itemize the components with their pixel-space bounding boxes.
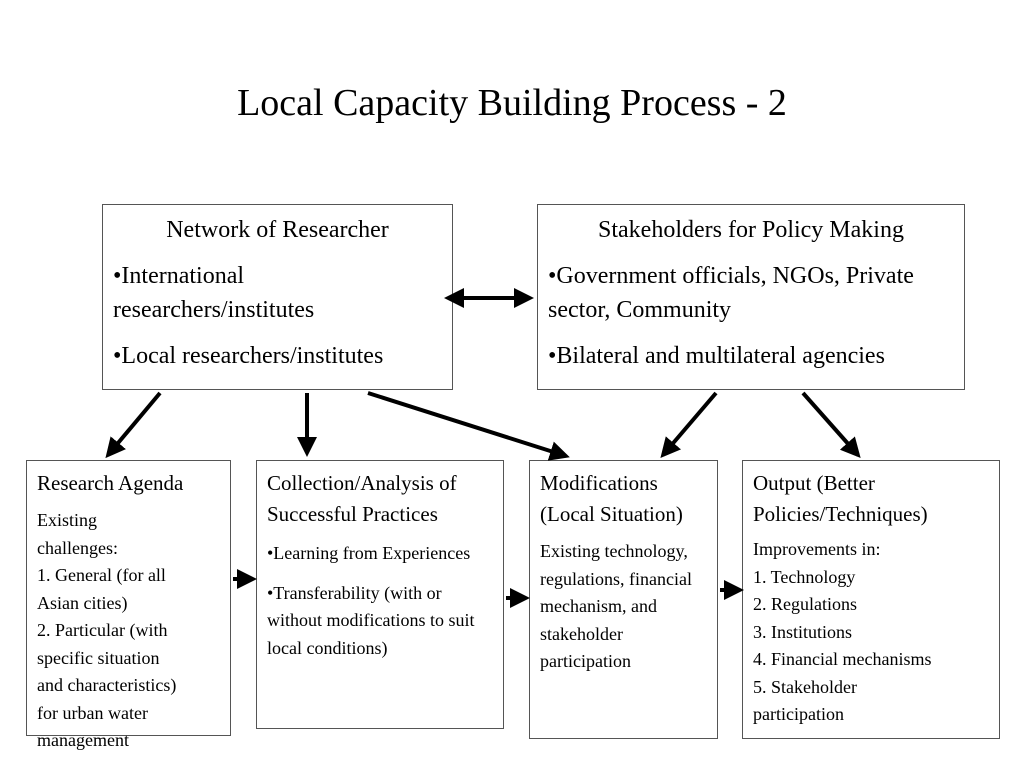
network-heading: Network of Researcher: [166, 217, 389, 243]
collection-bullet-transferability: •Transferability (with or without modifications to suit local conditions): [267, 582, 475, 658]
arrow-stakeholders-to-output: [803, 393, 858, 455]
arrow-network-to-research-agenda: [108, 393, 160, 455]
arrow-stakeholders-to-modifications: [663, 393, 716, 455]
stakeholders-bullet-agencies: •Bilateral and multilateral agencies: [548, 343, 885, 369]
collection-heading: Collection/Analysis of Successful Practices: [267, 471, 457, 526]
page-title: Local Capacity Building Process - 2: [237, 82, 787, 124]
stakeholders-heading: Stakeholders for Policy Making: [598, 217, 904, 243]
collection-bullet-learning: •Learning from Experiences: [267, 543, 471, 563]
stakeholders-bullet-government: •Government officials, NGOs, Private sector, Community: [548, 263, 914, 323]
arrow-network-to-modifications: [368, 393, 566, 456]
modifications-body: Existing technology, regulations, financial mechanism, and stakeholder participation: [540, 541, 692, 671]
research-agenda-heading: Research Agenda: [37, 471, 184, 495]
modifications-heading: Modifications (Local Situation): [540, 471, 683, 526]
network-bullet-local: •Local researchers/institutes: [113, 343, 384, 369]
research-agenda-body: Existing challenges: 1. General (for all Asian cities) 2. Particular (with specific situation and characteristics) for urban water management: [37, 510, 177, 750]
network-bullet-international: •International researchers/institutes: [113, 263, 315, 323]
output-heading: Output (Better Policies/Techniques): [753, 471, 928, 526]
output-body: Improvements in: 1. Technology 2. Regulations 3. Institutions 4. Financial mechanisms 5. Stakeholder participation: [753, 539, 932, 724]
